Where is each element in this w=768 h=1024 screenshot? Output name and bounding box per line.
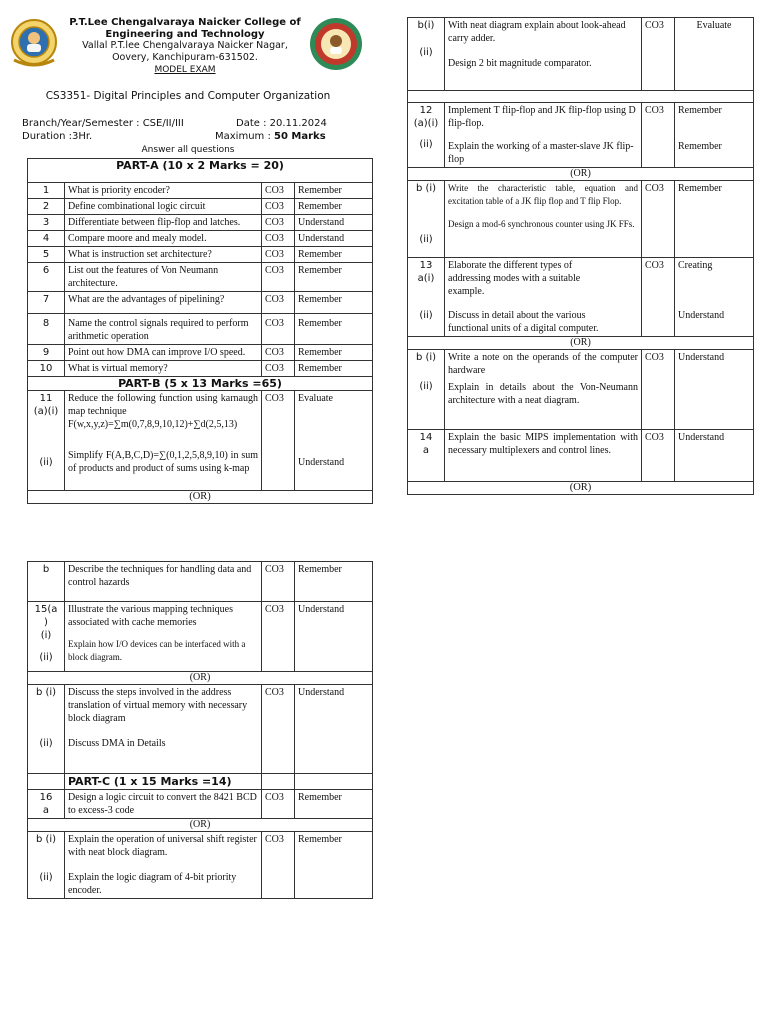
level-cell: Understand	[675, 430, 754, 482]
level-cell: Remember	[295, 832, 373, 899]
co-cell: CO3	[262, 685, 295, 774]
q-number-sub: (ii)	[39, 872, 53, 883]
question-text: Explain the basic MIPS implementation with necessary multiplexers and control lines.	[445, 430, 642, 482]
or-divider: (OR)	[28, 491, 373, 504]
question-text	[445, 350, 642, 430]
question-text	[65, 602, 262, 672]
q-number	[28, 832, 65, 899]
level-part-ii: Remember	[678, 141, 722, 152]
co-cell: CO3	[262, 247, 295, 263]
question-text: Define combinational logic circuit	[65, 199, 262, 215]
q-number: 9	[28, 345, 65, 361]
question-part-ii: Design a mod-6 synchronous counter using JK FFs.	[448, 219, 635, 229]
q-number	[408, 181, 445, 258]
level-cell: Remember	[295, 562, 373, 602]
question-text	[445, 181, 642, 258]
level-cell: Understand	[675, 350, 754, 430]
co-cell: CO3	[642, 350, 675, 430]
co-cell: CO3	[262, 345, 295, 361]
q-number-sub: (ii)	[419, 139, 433, 150]
college-address	[60, 40, 310, 76]
level-cell: Understand	[295, 231, 373, 247]
q-number-main: 12	[419, 105, 433, 116]
q-number-part: b(i)	[417, 20, 435, 31]
or-divider: (OR)	[28, 672, 373, 685]
q-number-main: 15(a	[34, 604, 58, 615]
q-number-sub: (ii)	[39, 652, 53, 663]
q-number-part: (i)	[40, 630, 52, 641]
level-part-i: Evaluate	[298, 393, 333, 404]
co-cell: CO3	[262, 183, 295, 199]
co-cell: CO3	[262, 314, 295, 345]
co-cell: CO3	[642, 18, 675, 91]
part-a-title: PART-A (10 x 2 Marks = 20)	[28, 159, 373, 183]
address-line1: Vallal P.T.lee Chengalvaraya Naicker Nagar,	[82, 40, 288, 51]
level-cell: Remember	[295, 361, 373, 377]
q-number-sub: (ii)	[419, 234, 433, 245]
q-number-main: 11	[39, 393, 53, 404]
exam-date: Date : 20.11.2024	[236, 118, 327, 129]
question-part-i: With neat diagram explain about look-ahead carry adder.	[448, 20, 626, 44]
q-number	[28, 790, 65, 819]
question-text	[65, 832, 262, 899]
level-cell	[675, 258, 754, 337]
q-number-part: b (i)	[415, 352, 437, 363]
q-number	[28, 602, 65, 672]
co-cell: CO3	[262, 790, 295, 819]
part-b-right-table	[407, 17, 754, 495]
level-cell	[295, 391, 373, 491]
q-number-sub: (ii)	[419, 47, 433, 58]
question-text	[65, 391, 262, 491]
question-text: What is instruction set architecture?	[65, 247, 262, 263]
co-cell: CO3	[262, 602, 295, 672]
level-cell: Remember	[295, 790, 373, 819]
co-cell: CO3	[262, 263, 295, 292]
empty-cell	[262, 774, 295, 790]
q-number: 4	[28, 231, 65, 247]
q-number: 3	[28, 215, 65, 231]
q-number: 10	[28, 361, 65, 377]
q-number: 2	[28, 199, 65, 215]
question-text: What is virtual memory?	[65, 361, 262, 377]
q-number: 5	[28, 247, 65, 263]
level-cell: Remember	[295, 292, 373, 314]
q-number	[408, 18, 445, 91]
q-number: 7	[28, 292, 65, 314]
question-part-ii: Discuss in detail about the various functional units of a digital computer.	[448, 310, 599, 334]
q-number-part: (a)(i)	[33, 406, 59, 417]
q-number: 8	[28, 314, 65, 345]
q-number	[408, 430, 445, 482]
question-part-ii: Simplify F(A,B,C,D)=∑(0,1,2,5,8,9,10) in sum of products and product of sums using k-map	[68, 450, 258, 474]
part-c-title: PART-C (1 x 15 Marks =14)	[65, 774, 262, 790]
question-part-i: Write a note on the operands of the computer hardware	[448, 352, 638, 376]
q-number-part: a	[42, 805, 50, 816]
college-logo	[8, 18, 60, 68]
level-cell: Remember	[295, 247, 373, 263]
trust-seal-logo	[308, 16, 364, 72]
co-cell: CO3	[642, 181, 675, 258]
branch-info: Branch/Year/Semester : CSE/II/III	[22, 118, 184, 129]
level-cell: Remember	[295, 263, 373, 292]
question-part-ii: Discuss DMA in Details	[68, 738, 166, 749]
spacer-row	[408, 91, 754, 103]
question-part-i: Illustrate the various mapping techniques associated with cache memories	[68, 604, 233, 628]
question-text: Name the control signals required to perform arithmetic operation	[65, 314, 262, 345]
q-number	[408, 103, 445, 168]
or-divider: (OR)	[408, 337, 754, 350]
co-cell: CO3	[262, 215, 295, 231]
college-name-line2: Engineering and Technology	[105, 29, 265, 40]
part-b-c-bottom-table	[27, 561, 373, 899]
question-part-ii: Explain the working of a master-slave JK flip-flop	[448, 141, 634, 165]
empty-cell	[295, 774, 373, 790]
question-part-ii: Explain how I/O devices can be interfaced with a block diagram.	[68, 639, 246, 662]
question-part-i: Explain the operation of universal shift register with neat block diagram.	[68, 834, 257, 858]
q-number-part: b (i)	[35, 687, 57, 698]
duration-info: Duration :3Hr.	[22, 131, 93, 142]
q-number	[28, 391, 65, 491]
maximum-label: Maximum :	[215, 131, 271, 142]
q-number	[28, 685, 65, 774]
college-name-line1: P.T.Lee Chengalvaraya Naicker College of	[69, 17, 301, 28]
question-text: Differentiate between flip-flop and latches.	[65, 215, 262, 231]
co-cell: CO3	[262, 562, 295, 602]
exam-name: MODEL EXAM	[154, 65, 216, 75]
instruction-text: Answer all questions	[141, 145, 235, 155]
level-cell: Understand	[295, 602, 373, 672]
q-number	[408, 350, 445, 430]
co-cell: CO3	[642, 103, 675, 168]
q-number-main: 16	[39, 792, 53, 803]
co-cell: CO3	[262, 391, 295, 491]
q-number-sub: (ii)	[419, 381, 433, 392]
level-part-i: Remember	[678, 105, 722, 116]
level-cell: Remember	[295, 199, 373, 215]
co-cell: CO3	[642, 430, 675, 482]
co-cell: CO3	[642, 258, 675, 337]
q-number-part: b (i)	[35, 834, 57, 845]
q-number-sub: (ii)	[39, 738, 53, 749]
question-text: Describe the techniques for handling data and control hazards	[65, 562, 262, 602]
level-cell: Remember	[295, 314, 373, 345]
question-part-i: Discuss the steps involved in the address translation of virtual memory with necessary block diagram	[68, 687, 248, 724]
maximum-marks	[215, 131, 326, 142]
empty-cell	[28, 774, 65, 790]
q-number-sub: (ii)	[419, 310, 433, 321]
question-part-ii: Design 2 bit magnitude comparator.	[448, 58, 592, 69]
or-divider: (OR)	[28, 819, 373, 832]
level-part-ii: Understand	[298, 457, 345, 468]
question-text: Compare moore and mealy model.	[65, 231, 262, 247]
part-b-title: PART-B (5 x 13 Marks =65)	[28, 377, 373, 391]
level-cell	[675, 103, 754, 168]
question-text: Point out how DMA can improve I/O speed.	[65, 345, 262, 361]
question-formula: F(w,x,y,z)=∑m(0,7,8,9,10,12)+∑d(2,5,13)	[68, 419, 238, 430]
co-cell: CO3	[262, 292, 295, 314]
question-text: What is priority encoder?	[65, 183, 262, 199]
question-text	[445, 103, 642, 168]
question-text	[445, 258, 642, 337]
course-title: CS3351- Digital Principles and Computer Organization	[45, 90, 331, 102]
co-cell: CO3	[262, 199, 295, 215]
maximum-value: 50 Marks	[274, 131, 326, 142]
question-part-i: Reduce the following function using karnaugh map technique	[68, 393, 258, 417]
question-text	[65, 685, 262, 774]
level-cell: Understand	[295, 685, 373, 774]
question-text: List out the features of Von Neumann architecture.	[65, 263, 262, 292]
part-a-table	[27, 158, 373, 504]
q-number-part: a(i)	[417, 273, 435, 284]
q-number	[408, 258, 445, 337]
q-number-sub: (ii)	[39, 457, 53, 468]
question-text	[445, 18, 642, 91]
question-part-ii: Explain in details about the Von-Neumann architecture with a neat diagram.	[448, 382, 638, 406]
q-number-main: 14	[419, 432, 433, 443]
co-cell: CO3	[262, 832, 295, 899]
question-part-i: Implement T flip-flop and JK flip-flop using D flip-flop.	[448, 105, 636, 129]
question-text: Design a logic circuit to convert the 8421 BCD to excess-3 code	[65, 790, 262, 819]
or-divider: (OR)	[408, 168, 754, 181]
or-divider: (OR)	[408, 482, 754, 495]
co-cell: CO3	[262, 231, 295, 247]
question-part-i: Write the characteristic table, equation and excitation table of a JK flip flop and T flip Flop.	[448, 183, 638, 206]
address-line2: Oovery, Kanchipuram-631502.	[112, 52, 258, 63]
level-cell: Understand	[295, 215, 373, 231]
q-number-main-cont: )	[44, 617, 48, 628]
level-part-ii: Understand	[678, 310, 725, 321]
q-number-part: b (i)	[415, 183, 437, 194]
co-cell: CO3	[262, 361, 295, 377]
question-part-i: Elaborate the different types of addressing modes with a suitable example.	[448, 260, 581, 297]
q-number-part: a	[422, 445, 430, 456]
level-cell: Remember	[295, 345, 373, 361]
level-part-i: Creating	[678, 260, 713, 271]
question-part-ii: Explain the logic diagram of 4-bit priority encoder.	[68, 872, 237, 896]
q-number: 6	[28, 263, 65, 292]
q-number: b	[28, 562, 65, 602]
level-cell: Remember	[675, 181, 754, 258]
level-cell: Remember	[295, 183, 373, 199]
q-number: 1	[28, 183, 65, 199]
q-number-part: (a)(i)	[413, 118, 439, 129]
college-name	[60, 17, 310, 41]
level-cell: Evaluate	[675, 18, 754, 91]
question-text: What are the advantages of pipelining?	[65, 292, 262, 314]
q-number-main: 13	[419, 260, 433, 271]
